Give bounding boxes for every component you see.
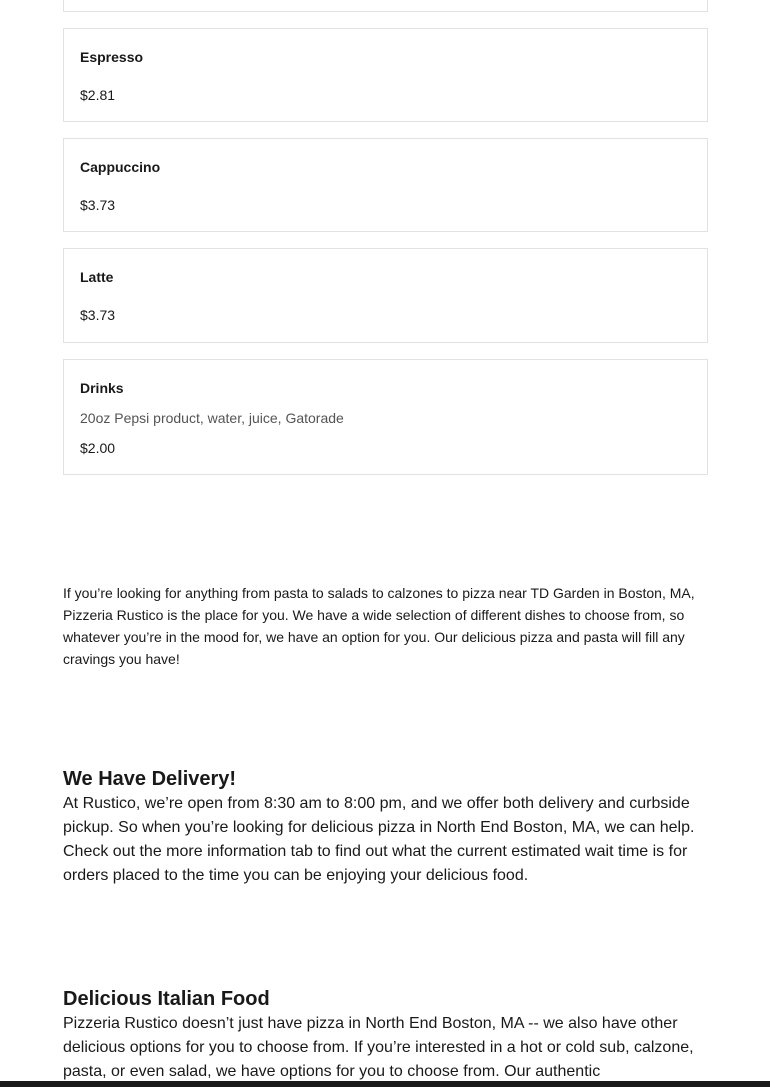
italian-food-section xyxy=(63,986,708,1084)
section-body: At Rustico, we’re open from 8:30 am to 8:00 pm, and we offer both delivery and curbside pickup. So when you’re looking for delicious pizza in North End Boston, MA, we can help. Check out the more information tab to find out what the current estimated wait time is for orders placed to the time you can be enjoying your delicious food. xyxy=(63,795,695,884)
menu-item-card[interactable] xyxy=(63,138,708,232)
menu-item-description: 20oz Pepsi product, water, juice, Gatorade xyxy=(80,410,344,426)
bottom-bar xyxy=(0,1081,770,1087)
menu-item-name: Espresso xyxy=(80,49,144,65)
menu-item-card[interactable] xyxy=(63,248,708,343)
section-title: Delicious Italian Food xyxy=(63,988,270,1010)
section-body: Pizzeria Rustico doesn’t just have pizza in North End Boston, MA -- we also have other delicious options for you to choose from. If you’re interested in a hot or cold sub, calzone, pasta, or even salad, we have options for you to choose from. Our authentic xyxy=(63,1015,694,1080)
menu-item-card[interactable] xyxy=(63,28,708,122)
menu-item-price: $2.00 xyxy=(80,440,116,456)
intro-paragraph: If you’re looking for anything from pasta to salads to calzones to pizza near TD Garden in Boston, MA, Pizzeria Rustico is the place for you. We have a wide selection of different dishes to choose from, so whatever you’re in the mood for, we have an option for you. Our delicious pizza and pasta will fill any cravings you have! xyxy=(63,585,695,667)
menu-item-price: $3.73 xyxy=(80,307,116,323)
section-title: We Have Delivery! xyxy=(63,768,237,790)
menu-item-name: Drinks xyxy=(80,380,124,396)
menu-item-card-partial[interactable] xyxy=(63,0,708,12)
menu-item-price: $2.81 xyxy=(80,87,116,103)
menu-item-name: Cappuccino xyxy=(80,159,161,175)
menu-item-card[interactable] xyxy=(63,359,708,475)
menu-item-name: Latte xyxy=(80,269,114,285)
delivery-section xyxy=(63,766,708,888)
menu-item-price: $3.73 xyxy=(80,197,116,213)
